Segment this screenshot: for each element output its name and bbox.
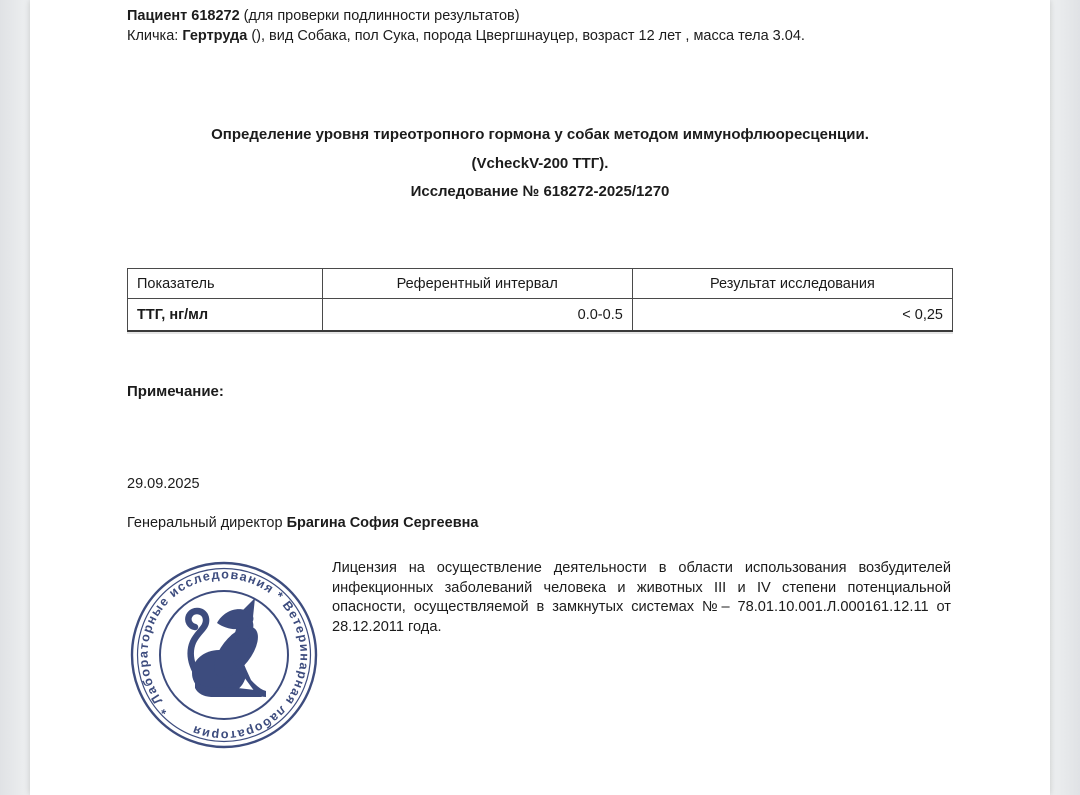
director-name: Брагина София Сергеевна [286, 515, 479, 531]
report-title [127, 121, 953, 207]
cell-reference-interval: 0.0-0.5 [322, 299, 632, 332]
pet-info-line [127, 26, 805, 46]
cell-result: < 0,25 [632, 299, 952, 332]
table-row [128, 299, 953, 332]
results-table-header-row [128, 269, 953, 299]
column-header-reference-interval: Референтный интервал [322, 269, 632, 299]
laboratory-stamp [129, 560, 319, 750]
report-title-line-1: Определение уровня тиреотропного гормона у собак методом иммунофлюоресценции. [211, 126, 869, 143]
pet-name-label: Кличка: [127, 28, 183, 44]
results-table [127, 268, 953, 332]
patient-note: (для проверки подлинности результатов) [239, 8, 520, 24]
report-title-line-2: (VcheckV-200 ТТГ). [471, 154, 609, 172]
column-header-indicator: Показатель [128, 269, 323, 299]
report-title-line-3: Исследование № 618272-2025/1270 [410, 183, 670, 200]
stamp-seal-icon [129, 560, 319, 750]
license-text: Лицензия на осуществление деятельности в области использования возбудителей инфекционных заболеваний человека и животных III и IV степени потенциальной опасности, осуществляемой в замкнутых системах №– 78.01.10.001.Л.000161.12.11 от 28.12.2011 года. [332, 560, 951, 635]
stamp-ring-text: * Лабораторные исследования * Ветеринарная лаборатория [136, 567, 312, 743]
director-line [127, 515, 478, 531]
patient-id: Пациент 618272 [127, 8, 240, 24]
cell-indicator: ТТГ, нг/мл [128, 299, 323, 332]
note-label: Примечание: [127, 383, 224, 400]
viewer-gutter-left [0, 0, 30, 795]
lab-report-page [30, 0, 1050, 795]
pet-name: Гертруда [182, 28, 248, 44]
viewer-gutter-right [1050, 0, 1080, 795]
report-date: 29.09.2025 [127, 476, 200, 492]
pet-details: (), вид Собака, пол Сука, порода Цвергшнауцер, возраст 12 лет , масса тела 3.04. [247, 28, 805, 44]
director-title: Генеральный директор [127, 515, 287, 531]
patient-line [127, 6, 520, 26]
sitting-dog-icon [188, 598, 266, 697]
column-header-result: Результат исследования [632, 269, 952, 299]
